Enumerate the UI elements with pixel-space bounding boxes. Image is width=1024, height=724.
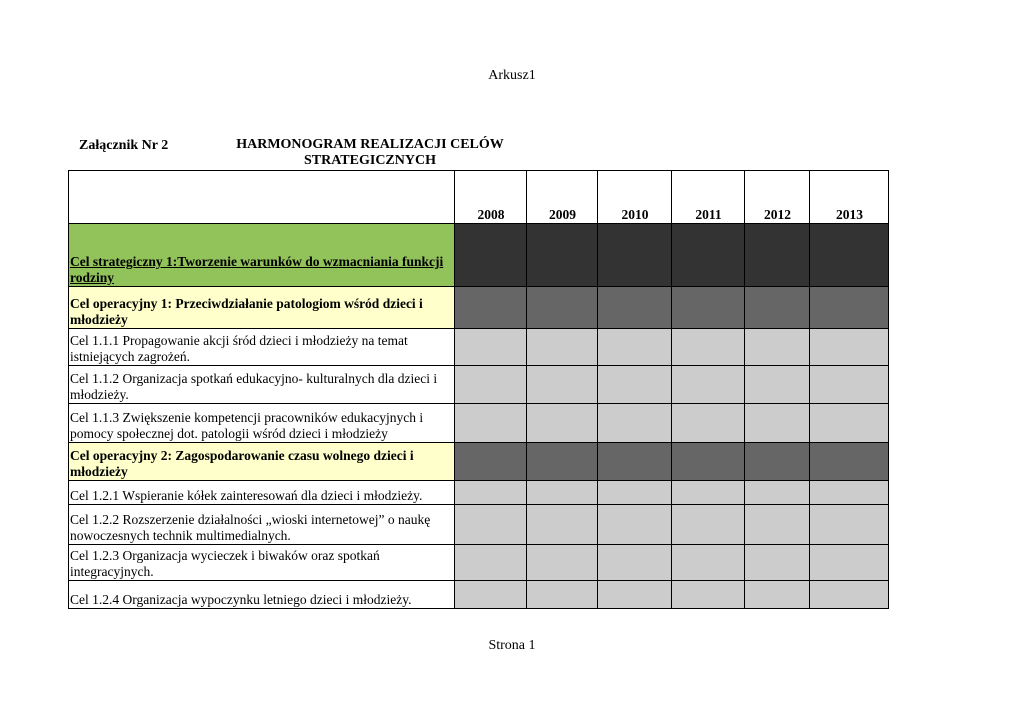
schedule-cell-2010 — [598, 505, 672, 545]
schedule-cell-2011 — [672, 366, 745, 404]
operational-goal-label: Cel operacyjny 2: Zagospodarowanie czasu wolnego dzieci i młodzieży — [69, 443, 455, 481]
task-goal-label: Cel 1.2.3 Organizacja wycieczek i biwaków oraz spotkań integracyjnych. — [69, 545, 455, 581]
schedule-cell-2013 — [810, 481, 889, 505]
sheet-name: Arkusz1 — [488, 68, 536, 83]
task-goal-row — [69, 329, 889, 366]
schedule-cell-2009 — [527, 404, 598, 443]
strategic-goal-row — [69, 224, 889, 287]
year-header-2013: 2013 — [810, 171, 889, 224]
schedule-cell-2011 — [672, 581, 745, 609]
task-goal-row — [69, 545, 889, 581]
task-goal-label: Cel 1.1.2 Organizacja spotkań edukacyjno- kulturalnych dla dzieci i młodzieży. — [69, 366, 455, 404]
task-goal-label: Cel 1.2.2 Rozszerzenie działalności „wioski internetowej” o naukę nowoczesnych technik multimedialnych. — [69, 505, 455, 545]
schedule-cell-2011 — [672, 329, 745, 366]
document-title: HARMONOGRAM REALIZACJI CELÓW STRATEGICZNYCH — [236, 137, 504, 168]
schedule-table — [68, 170, 889, 609]
schedule-cell-2009 — [527, 481, 598, 505]
schedule-cell-2008 — [455, 366, 527, 404]
schedule-cell-2010 — [598, 581, 672, 609]
task-goal-label: Cel 1.1.3 Zwiększenie kompetencji pracowników edukacyjnych i pomocy społecznej dot. patologii wśród dzieci i młodzieży — [69, 404, 455, 443]
operational-goal-row — [69, 287, 889, 329]
schedule-cell-2008 — [455, 443, 527, 481]
year-header-2009: 2009 — [527, 171, 598, 224]
schedule-cell-2012 — [745, 404, 810, 443]
year-header-2010: 2010 — [598, 171, 672, 224]
schedule-cell-2012 — [745, 545, 810, 581]
schedule-cell-2012 — [745, 505, 810, 545]
schedule-cell-2009 — [527, 224, 598, 287]
schedule-cell-2009 — [527, 366, 598, 404]
schedule-cell-2012 — [745, 329, 810, 366]
schedule-cell-2011 — [672, 443, 745, 481]
operational-goal-label: Cel operacyjny 1: Przeciwdziałanie patologiom wśród dzieci i młodzieży — [69, 287, 455, 329]
task-goal-label: Cel 1.2.1 Wspieranie kółek zainteresowań dla dzieci i młodzieży. — [69, 481, 455, 505]
schedule-cell-2013 — [810, 404, 889, 443]
schedule-cell-2012 — [745, 366, 810, 404]
schedule-cell-2008 — [455, 505, 527, 545]
schedule-cell-2009 — [527, 443, 598, 481]
year-header-2011: 2011 — [672, 171, 745, 224]
year-header-2012: 2012 — [745, 171, 810, 224]
year-header-2008: 2008 — [455, 171, 527, 224]
schedule-cell-2013 — [810, 366, 889, 404]
task-goal-label: Cel 1.2.4 Organizacja wypoczynku letniego dzieci i młodzieży. — [69, 581, 455, 609]
attachment-label: Załącznik Nr 2 — [79, 138, 169, 153]
schedule-cell-2008 — [455, 481, 527, 505]
schedule-cell-2011 — [672, 505, 745, 545]
schedule-cell-2012 — [745, 224, 810, 287]
schedule-cell-2008 — [455, 224, 527, 287]
operational-goal-row — [69, 443, 889, 481]
schedule-cell-2009 — [527, 505, 598, 545]
schedule-cell-2013 — [810, 505, 889, 545]
schedule-cell-2011 — [672, 481, 745, 505]
schedule-cell-2012 — [745, 443, 810, 481]
schedule-cell-2009 — [527, 545, 598, 581]
schedule-cell-2009 — [527, 329, 598, 366]
schedule-cell-2009 — [527, 287, 598, 329]
schedule-cell-2008 — [455, 404, 527, 443]
schedule-cell-2013 — [810, 443, 889, 481]
schedule-cell-2010 — [598, 329, 672, 366]
schedule-cell-2013 — [810, 329, 889, 366]
schedule-cell-2010 — [598, 287, 672, 329]
schedule-cell-2011 — [672, 545, 745, 581]
task-goal-row — [69, 366, 889, 404]
task-goal-row — [69, 404, 889, 443]
schedule-cell-2008 — [455, 545, 527, 581]
schedule-cell-2009 — [527, 581, 598, 609]
schedule-cell-2012 — [745, 287, 810, 329]
schedule-cell-2010 — [598, 443, 672, 481]
schedule-cell-2010 — [598, 366, 672, 404]
schedule-cell-2008 — [455, 581, 527, 609]
schedule-cell-2013 — [810, 287, 889, 329]
schedule-cell-2012 — [745, 481, 810, 505]
schedule-cell-2010 — [598, 481, 672, 505]
task-goal-row — [69, 581, 889, 609]
schedule-cell-2008 — [455, 329, 527, 366]
schedule-cell-2013 — [810, 545, 889, 581]
schedule-cell-2013 — [810, 224, 889, 287]
schedule-cell-2012 — [745, 581, 810, 609]
header-corner-cell — [69, 171, 455, 224]
header-row — [69, 171, 889, 224]
schedule-cell-2013 — [810, 581, 889, 609]
schedule-cell-2011 — [672, 404, 745, 443]
task-goal-label: Cel 1.1.1 Propagowanie akcji śród dzieci i młodzieży na temat istniejących zagrożeń. — [69, 329, 455, 366]
schedule-cell-2010 — [598, 404, 672, 443]
schedule-cell-2010 — [598, 545, 672, 581]
schedule-cell-2008 — [455, 287, 527, 329]
schedule-cell-2010 — [598, 224, 672, 287]
page-footer: Strona 1 — [488, 638, 536, 653]
task-goal-row — [69, 505, 889, 545]
schedule-cell-2011 — [672, 287, 745, 329]
schedule-cell-2011 — [672, 224, 745, 287]
strategic-goal-label: Cel strategiczny 1:Tworzenie warunków do wzmacniania funkcji rodziny — [69, 224, 455, 287]
task-goal-row — [69, 481, 889, 505]
